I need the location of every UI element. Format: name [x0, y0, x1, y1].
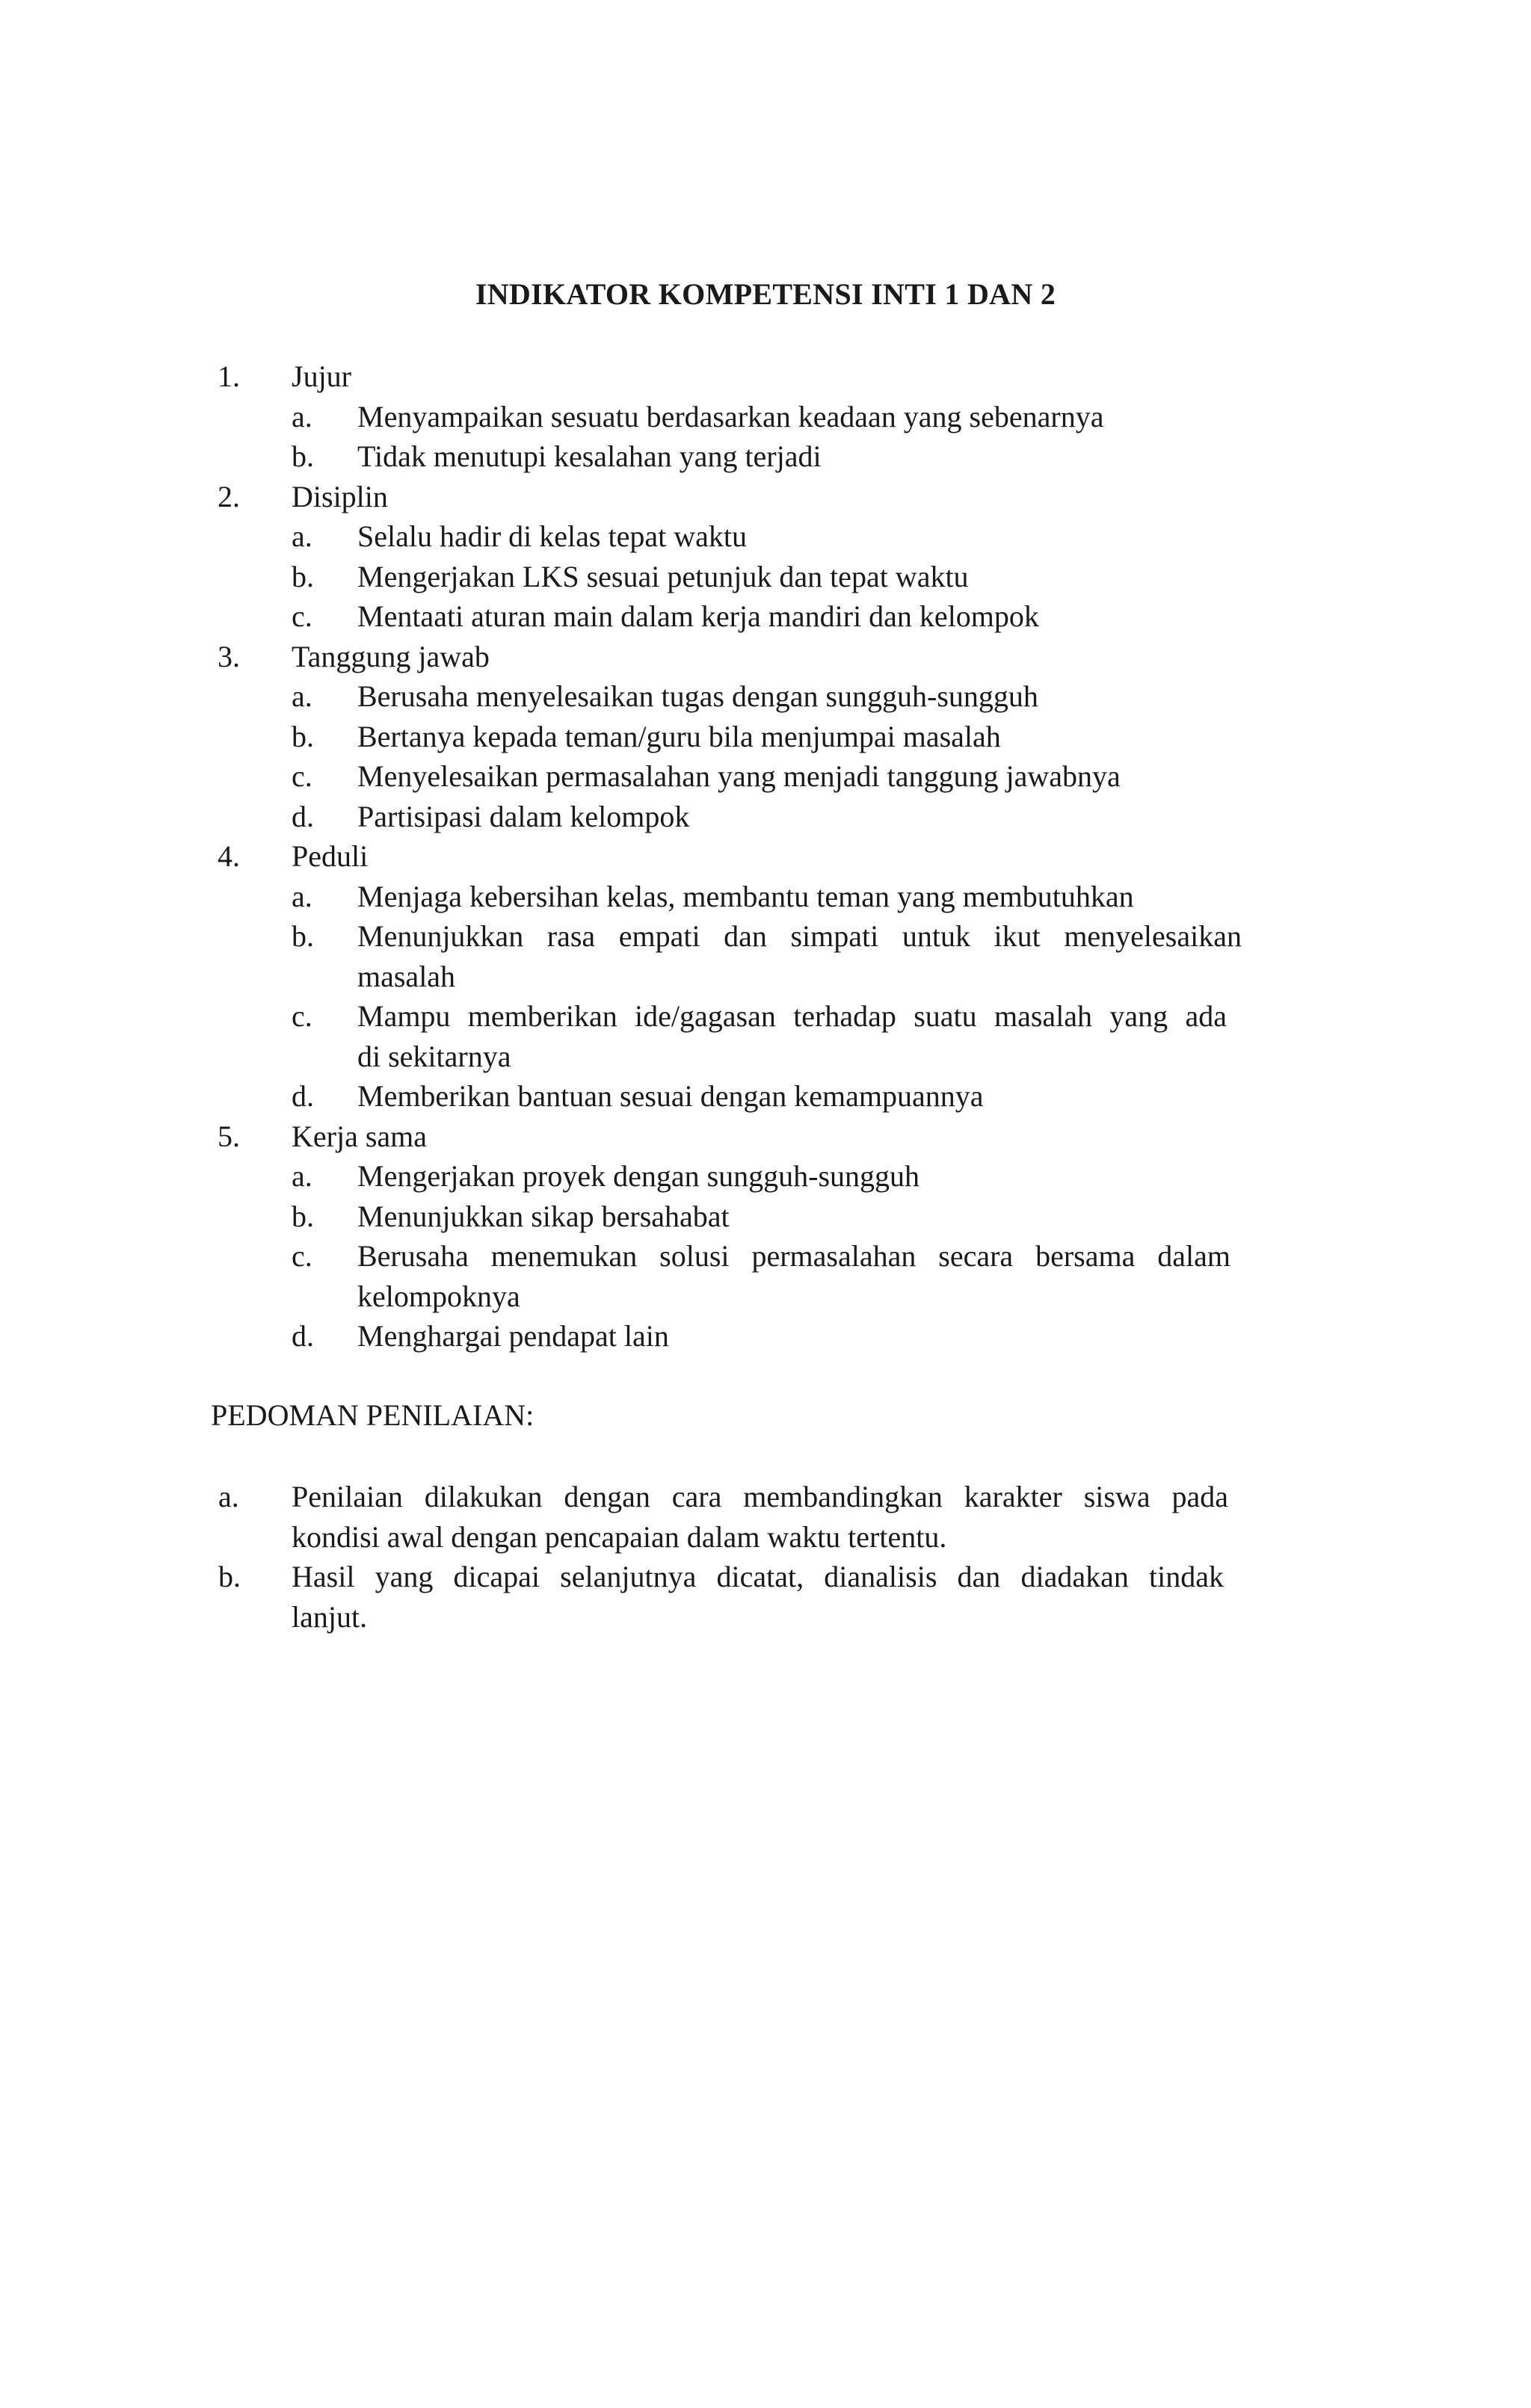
sub-item-letter: a. [292, 399, 312, 433]
sub-item-letter: d. [292, 1079, 314, 1113]
sub-item-letter: b. [292, 439, 314, 473]
guide-item-letter: a. [218, 1480, 239, 1513]
guide-item [0, 1477, 1531, 1517]
sub-item-letter: a. [292, 879, 312, 913]
sub-item [0, 916, 1531, 957]
sub-item [0, 1076, 1531, 1117]
sub-item-text: Partisipasi dalam kelompok [357, 799, 690, 833]
guide-list [0, 1477, 1531, 1637]
guide-item-text: Hasil yang dicapai selanjutnya dicatat, dianalisis dan diadakan tindak [292, 1560, 1224, 1593]
sub-item-letter: a. [292, 679, 312, 713]
sub-item-text: Berusaha menemukan solusi permasalahan secara bersama dalam [357, 1239, 1230, 1273]
indicator-number: 5. [218, 1119, 240, 1153]
sub-item-letter: a. [292, 1159, 312, 1193]
sub-item [0, 1236, 1531, 1276]
sub-item [0, 1316, 1531, 1356]
guide-item-text: Penilaian dilakukan dengan cara membandingkan karakter siswa pada [292, 1480, 1228, 1513]
guide-item [0, 1557, 1531, 1597]
sub-item [0, 676, 1531, 717]
sub-item-continuation [0, 1037, 1531, 1077]
sub-item-letter: b. [292, 719, 314, 753]
sub-item [0, 797, 1531, 837]
guide-item-text-continuation: kondisi awal dengan pencapaian dalam waktu tertentu. [292, 1519, 947, 1554]
sub-item-letter: c. [292, 759, 312, 793]
sub-item [0, 717, 1531, 757]
sub-item-text: Menyelesaikan permasalahan yang menjadi tanggung jawabnya [357, 759, 1121, 793]
sub-item-letter: c. [292, 599, 312, 633]
indicator-number: 3. [218, 639, 240, 673]
sub-item-text: Menunjukkan rasa empati dan simpati untuk ikut menyelesaikan [357, 919, 1242, 953]
sub-item [0, 1197, 1531, 1237]
sub-item [0, 516, 1531, 557]
sub-item-text: Mengerjakan LKS sesuai petunjuk dan tepat waktu [357, 559, 969, 593]
sub-item-text: Mentaati aturan main dalam kerja mandiri dan kelompok [357, 599, 1039, 633]
sub-item [0, 996, 1531, 1037]
sub-item-text-continuation: masalah [357, 959, 456, 993]
indicator-label: Jujur [292, 359, 351, 393]
indicator-label: Tanggung jawab [292, 639, 490, 673]
indicator-item [0, 1117, 1531, 1157]
sub-item [0, 756, 1531, 797]
indicator-label: Peduli [292, 839, 369, 873]
indicator-label: Kerja sama [292, 1119, 428, 1153]
sub-item-letter: d. [292, 1319, 314, 1353]
sub-item-text: Berusaha menyelesaikan tugas dengan sungguh-sungguh [357, 679, 1038, 713]
sub-item-text: Tidak menutupi kesalahan yang terjadi [357, 439, 822, 473]
sub-item-text: Mengerjakan proyek dengan sungguh-sungguh [357, 1159, 920, 1193]
sub-item [0, 877, 1531, 917]
indicator-number: 4. [218, 839, 240, 873]
indicator-number: 2. [218, 479, 240, 513]
sub-item-text: Memberikan bantuan sesuai dengan kemampuannya [357, 1079, 984, 1113]
indicator-label: Disiplin [292, 479, 388, 513]
guide-item-letter: b. [218, 1560, 241, 1593]
sub-item [0, 557, 1531, 597]
sub-item-continuation [0, 957, 1531, 997]
sub-item-text: Mampu memberikan ide/gagasan terhadap suatu masalah yang ada [357, 999, 1227, 1033]
sub-item-continuation [0, 1276, 1531, 1317]
indicator-item [0, 477, 1531, 517]
sub-item [0, 436, 1531, 477]
sub-item-letter: a. [292, 519, 312, 553]
sub-item-letter: b. [292, 559, 314, 593]
guide-item-continuation [0, 1597, 1531, 1637]
sub-item-text: Menghargai pendapat lain [357, 1319, 669, 1353]
sub-item [0, 397, 1531, 437]
sub-item-text: Selalu hadir di kelas tepat waktu [357, 519, 747, 553]
sub-item-letter: b. [292, 1199, 314, 1233]
sub-item-letter: c. [292, 999, 312, 1033]
sub-item [0, 1156, 1531, 1197]
indicator-item [0, 356, 1531, 397]
indicator-item [0, 836, 1531, 877]
page-title: INDIKATOR KOMPETENSI INTI 1 DAN 2 [475, 277, 1056, 311]
sub-item-text: Menjaga kebersihan kelas, membantu teman yang membutuhkan [357, 879, 1134, 913]
sub-item-text: Bertanya kepada teman/guru bila menjumpai masalah [357, 719, 1001, 753]
indicator-number: 1. [218, 359, 240, 393]
sub-item-text-continuation: di sekitarnya [357, 1039, 511, 1073]
sub-item-text-continuation: kelompoknya [357, 1279, 520, 1313]
indicator-list [0, 356, 1531, 1356]
sub-item [0, 596, 1531, 637]
guide-heading: PEDOMAN PENILAIAN: [211, 1398, 535, 1432]
sub-item-text: Menunjukkan sikap bersahabat [357, 1199, 730, 1233]
guide-item-text-continuation: lanjut. [292, 1599, 368, 1634]
sub-item-text: Menyampaikan sesuatu berdasarkan keadaan yang sebenarnya [357, 399, 1104, 433]
indicator-item [0, 637, 1531, 677]
guide-item-continuation [0, 1517, 1531, 1558]
sub-item-letter: d. [292, 799, 314, 833]
sub-item-letter: b. [292, 919, 314, 953]
sub-item-letter: c. [292, 1239, 312, 1273]
